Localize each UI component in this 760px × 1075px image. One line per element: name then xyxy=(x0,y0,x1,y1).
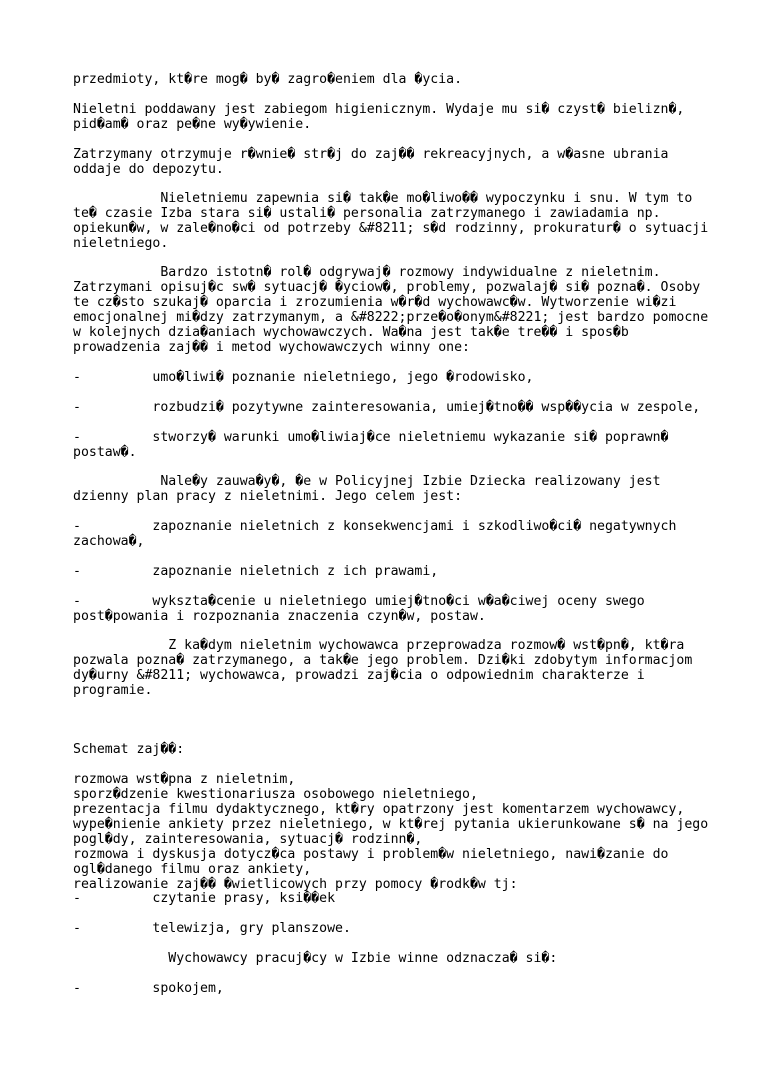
text-line: nieletniego. xyxy=(73,236,169,251)
text-line: ogl�danego filmu oraz ankiety, xyxy=(73,862,312,877)
list-item: realizowanie zaj�� �wietlicowych przy pomocy �rodk�w tj: xyxy=(73,877,518,892)
text-line: Nieletniemu zapewnia si� tak�e mo�liwo�� wypoczynku i snu. W tym to xyxy=(73,191,693,206)
list-item: rozmowa wst�pna z nieletnim, xyxy=(73,772,296,787)
bullet-line: - spokojem, xyxy=(73,981,224,996)
bullet-line: - stworzy� warunki umo�liwiaj�ce nieletniemu wykazanie si� poprawn� xyxy=(73,430,669,445)
text-line: Nale�y zauwa�y�, �e w Policyjnej Izbie Dziecka realizowany jest xyxy=(73,474,661,489)
text-line: pid�am� oraz pe�ne wy�ywienie. xyxy=(73,117,312,132)
bullet-line: - zapoznanie nieletnich z ich prawami, xyxy=(73,564,439,579)
text-line: dzienny plan pracy z nieletnimi. Jego celem jest: xyxy=(73,489,463,504)
section-heading: Schemat zaj��: xyxy=(73,742,185,757)
list-item: prezentacja filmu dydaktycznego, kt�ry opatrzony jest komentarzem wychowawcy, xyxy=(73,802,685,817)
text-line: w kolejnych dzia�aniach wychowawczych. Wa�na jest tak�e tre�� i spos�b xyxy=(73,325,629,340)
text-line: pogl�dy, zainteresowania, sytuacj� rodzinn�, xyxy=(73,832,423,847)
list-item: wype�nienie ankiety przez nieletniego, w kt�rej pytania ukierunkowane s� na jego xyxy=(73,817,709,832)
list-item: rozmowa i dyskusja dotycz�ca postawy i problem�w nieletniego, nawi�zanie do xyxy=(73,847,669,862)
text-line: pozwala pozna� zatrzymanego, a tak�e jego problem. Dzi�ki zdobytym informacjom xyxy=(73,653,693,668)
text-line: te� czasie Izba stara si� ustali� personalia zatrzymanego i zawiadamia np. xyxy=(73,206,661,221)
text-line: Zatrzymany otrzymuje r�wnie� str�j do zaj�� rekreacyjnych, a w�asne ubrania xyxy=(73,147,669,162)
bullet-line: - telewizja, gry planszowe. xyxy=(73,921,351,936)
text-line: Zatrzymani opisuj�c sw� sytuacj� �yciow�, problemy, pozwalaj� si� pozna�. Osoby xyxy=(73,280,701,295)
text-line: te cz�sto szukaj� oparcia i zrozumienia w�r�d wychowawc�w. Wytworzenie wi�zi xyxy=(73,295,677,310)
text-line: postaw�. xyxy=(73,445,137,460)
text-line: opiekun�w, w zale�no�ci od potrzeby &#8211; s�d rodzinny, prokuratur� o sytuacji xyxy=(73,221,709,236)
list-item: sporz�dzenie kwestionariusza osobowego nieletniego, xyxy=(73,787,478,802)
text-line: Wychowawcy pracuj�cy w Izbie winne odznacza� si�: xyxy=(73,951,558,966)
text-line: dy�urny &#8211; wychowawca, prowadzi zaj�cia o odpowiednim charakterze i xyxy=(73,668,645,683)
bullet-line: - umo�liwi� poznanie nieletniego, jego �rodowisko, xyxy=(73,370,534,385)
text-line: oddaje do depozytu. xyxy=(73,162,224,177)
text-line: emocjonalnej mi�dzy zatrzymanym, a &#8222;prze�o�onym&#8221; jest bardzo pomocne xyxy=(73,310,709,325)
bullet-line: - czytanie prasy, ksi��ek xyxy=(73,891,336,906)
text-line: Nieletni poddawany jest zabiegom higienicznym. Wydaje mu si� czyst� bielizn�, xyxy=(73,102,685,117)
text-line: Bardzo istotn� rol� odgrywaj� rozmowy indywidualne z nieletnim. xyxy=(73,265,661,280)
text-line: przedmioty, kt�re mog� by� zagro�eniem dla �ycia. xyxy=(73,72,463,87)
bullet-line: - rozbudzi� pozytywne zainteresowania, umiej�tno�� wsp��ycia w zespole, xyxy=(73,400,701,415)
text-line: zachowa�, xyxy=(73,534,145,549)
bullet-line: - wykszta�cenie u nieletniego umiej�tno�ci w�a�ciwej oceny swego xyxy=(73,594,645,609)
text-line: prowadzenia zaj�� i metod wychowawczych winny one: xyxy=(73,340,470,355)
text-line: post�powania i rozpoznania znaczenia czyn�w, postaw. xyxy=(73,609,486,624)
text-line: programie. xyxy=(73,683,153,698)
text-line: Z ka�dym nieletnim wychowawca przeprowadza rozmow� wst�pn�, kt�ra xyxy=(73,638,685,653)
bullet-line: - zapoznanie nieletnich z konsekwencjami i szkodliwo�ci� negatywnych xyxy=(73,519,677,534)
